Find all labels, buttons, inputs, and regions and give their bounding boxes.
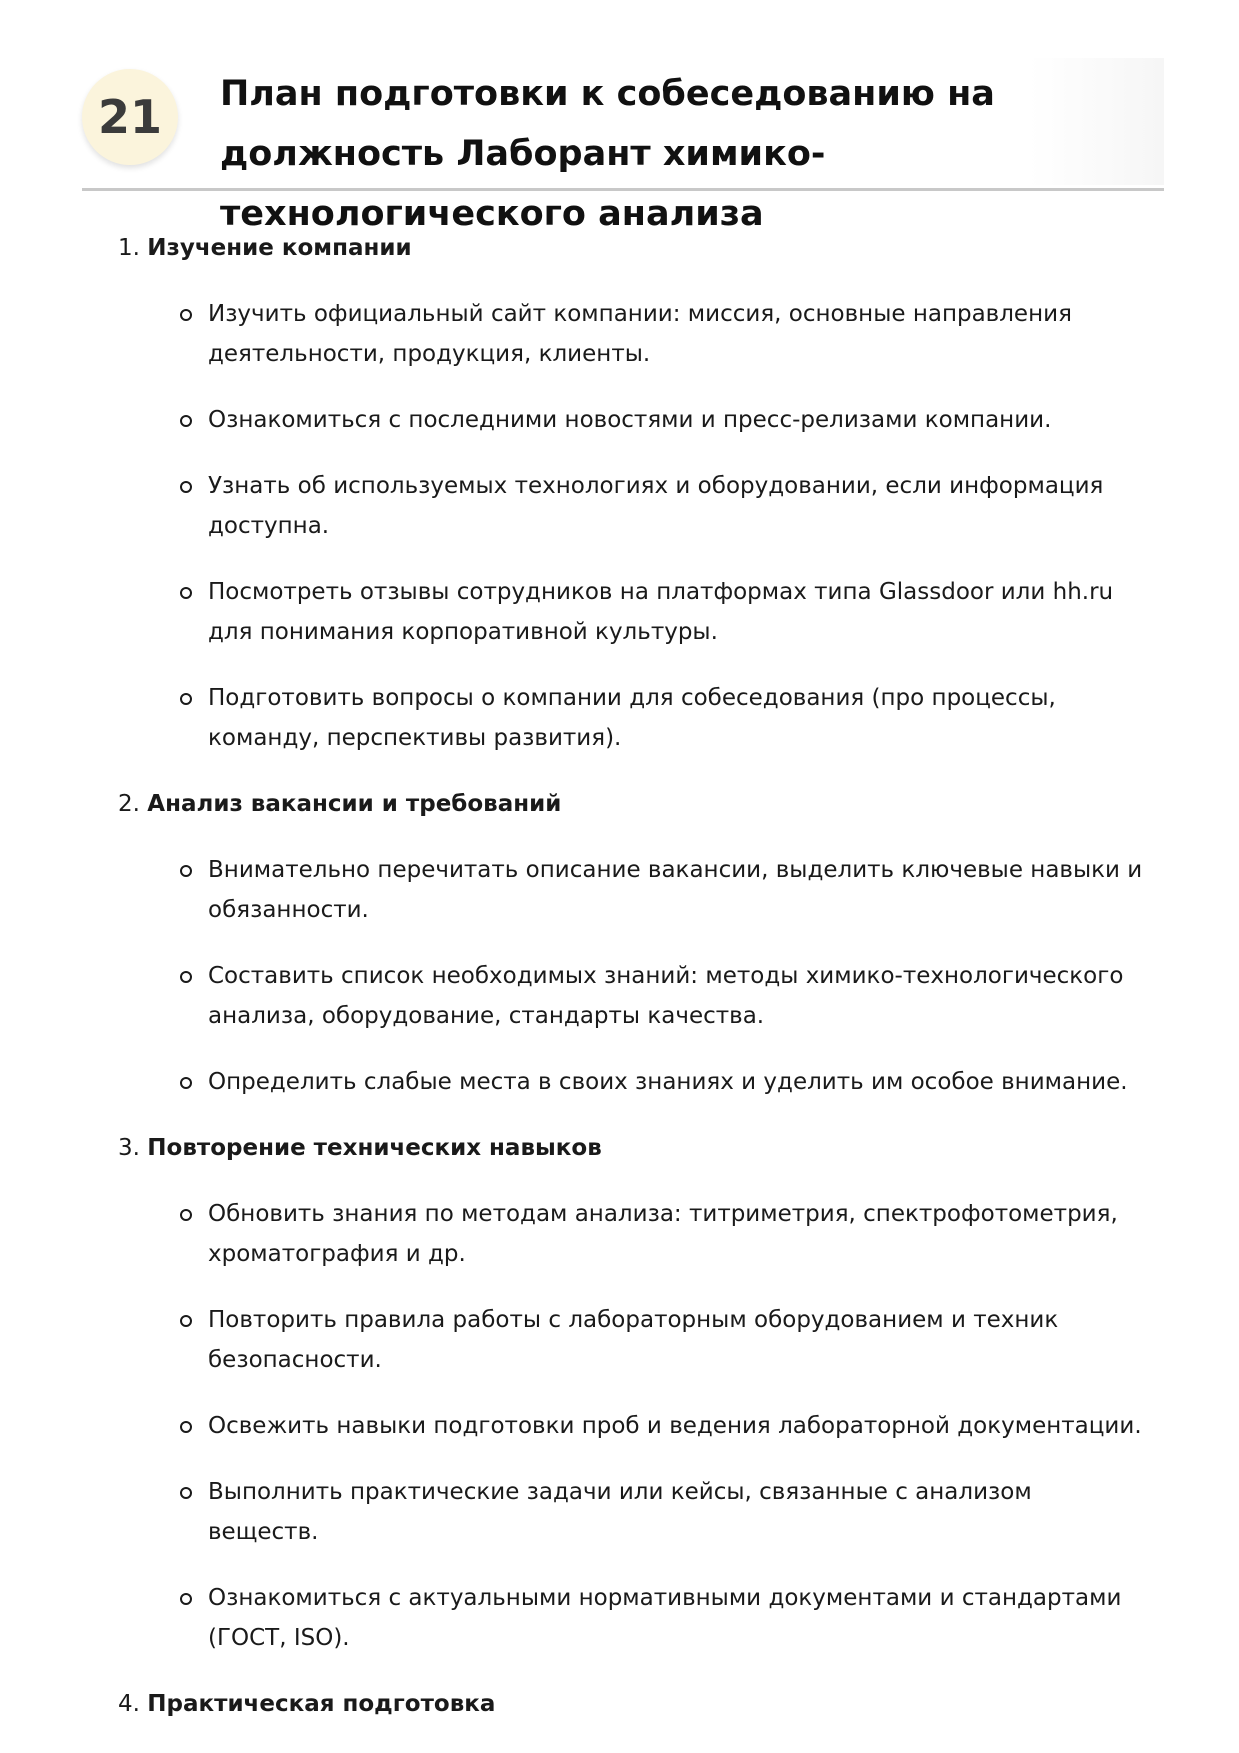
section-list bbox=[118, 228, 1158, 1724]
circle-bullet-icon bbox=[180, 309, 192, 321]
list-item bbox=[118, 1062, 1158, 1102]
circle-bullet-icon bbox=[180, 1077, 192, 1089]
circle-bullet-icon bbox=[180, 415, 192, 427]
section bbox=[118, 228, 1158, 758]
section-heading bbox=[118, 1684, 1158, 1724]
list-item-text: Посмотреть отзывы сотрудников на платформах типа Glassdoor или hh.ru для понимания корпоративной культуры. bbox=[208, 579, 1114, 645]
section bbox=[118, 1684, 1158, 1724]
list-item-text: Определить слабые места в своих знаниях и уделить им особое внимание. bbox=[208, 1069, 1128, 1095]
list-item bbox=[118, 572, 1158, 652]
page-number-badge: 21 bbox=[82, 69, 178, 165]
list-item bbox=[118, 956, 1158, 1036]
section-title: Анализ вакансии и требований bbox=[147, 791, 562, 817]
list-item bbox=[118, 1406, 1158, 1446]
document-body bbox=[118, 228, 1158, 1724]
circle-bullet-icon bbox=[180, 587, 192, 599]
section-number: 3. bbox=[118, 1135, 140, 1161]
item-list bbox=[118, 1194, 1158, 1658]
list-item bbox=[118, 1300, 1158, 1380]
list-item bbox=[118, 850, 1158, 930]
section bbox=[118, 784, 1158, 1102]
list-item-text: Выполнить практические задачи или кейсы, связанные с анализом веществ. bbox=[208, 1479, 1032, 1545]
list-item bbox=[118, 466, 1158, 546]
list-item-text: Освежить навыки подготовки проб и ведения лабораторной документации. bbox=[208, 1413, 1142, 1439]
list-item-text: Изучить официальный сайт компании: миссия, основные направления деятельности, продукция, клиенты. bbox=[208, 301, 1072, 367]
list-item-text: Повторить правила работы с лабораторным оборудованием и техник безопасности. bbox=[208, 1307, 1059, 1373]
section-heading bbox=[118, 1128, 1158, 1168]
list-item bbox=[118, 1194, 1158, 1274]
circle-bullet-icon bbox=[180, 693, 192, 705]
list-item-text: Ознакомиться с последними новостями и пресс-релизами компании. bbox=[208, 407, 1052, 433]
section-number: 1. bbox=[118, 235, 140, 261]
list-item-text: Подготовить вопросы о компании для собеседования (про процессы, команду, перспективы развития). bbox=[208, 685, 1056, 751]
section-title: Изучение компании bbox=[147, 235, 412, 261]
section bbox=[118, 1128, 1158, 1658]
list-item-text: Ознакомиться с актуальными нормативными документами и стандартами (ГОСТ, ISO). bbox=[208, 1585, 1122, 1651]
list-item bbox=[118, 678, 1158, 758]
circle-bullet-icon bbox=[180, 865, 192, 877]
list-item bbox=[118, 400, 1158, 440]
section-title: Практическая подготовка bbox=[147, 1691, 496, 1717]
list-item-text: Обновить знания по методам анализа: титриметрия, спектрофотометрия, хроматография и др. bbox=[208, 1201, 1118, 1267]
item-list bbox=[118, 850, 1158, 1102]
list-item bbox=[118, 1472, 1158, 1552]
circle-bullet-icon bbox=[180, 1487, 192, 1499]
list-item-text: Узнать об используемых технологиях и оборудовании, если информация доступна. bbox=[208, 473, 1104, 539]
circle-bullet-icon bbox=[180, 1421, 192, 1433]
circle-bullet-icon bbox=[180, 1593, 192, 1605]
page-header bbox=[82, 58, 1164, 234]
circle-bullet-icon bbox=[180, 971, 192, 983]
section-heading bbox=[118, 784, 1158, 824]
circle-bullet-icon bbox=[180, 1315, 192, 1327]
section-number: 2. bbox=[118, 791, 140, 817]
list-item bbox=[118, 294, 1158, 374]
section-heading bbox=[118, 228, 1158, 268]
section-title: Повторение технических навыков bbox=[147, 1135, 602, 1161]
list-item-text: Внимательно перечитать описание вакансии, выделить ключевые навыки и обязанности. bbox=[208, 857, 1143, 923]
section-number: 4. bbox=[118, 1691, 140, 1717]
item-list bbox=[118, 294, 1158, 758]
circle-bullet-icon bbox=[180, 481, 192, 493]
page-title: План подготовки к собеседованию на должность Лаборант химико-технологического анализа bbox=[220, 74, 995, 234]
list-item bbox=[118, 1578, 1158, 1658]
circle-bullet-icon bbox=[180, 1209, 192, 1221]
list-item-text: Составить список необходимых знаний: методы химико-технологического анализа, оборудование, стандарты качества. bbox=[208, 963, 1124, 1029]
